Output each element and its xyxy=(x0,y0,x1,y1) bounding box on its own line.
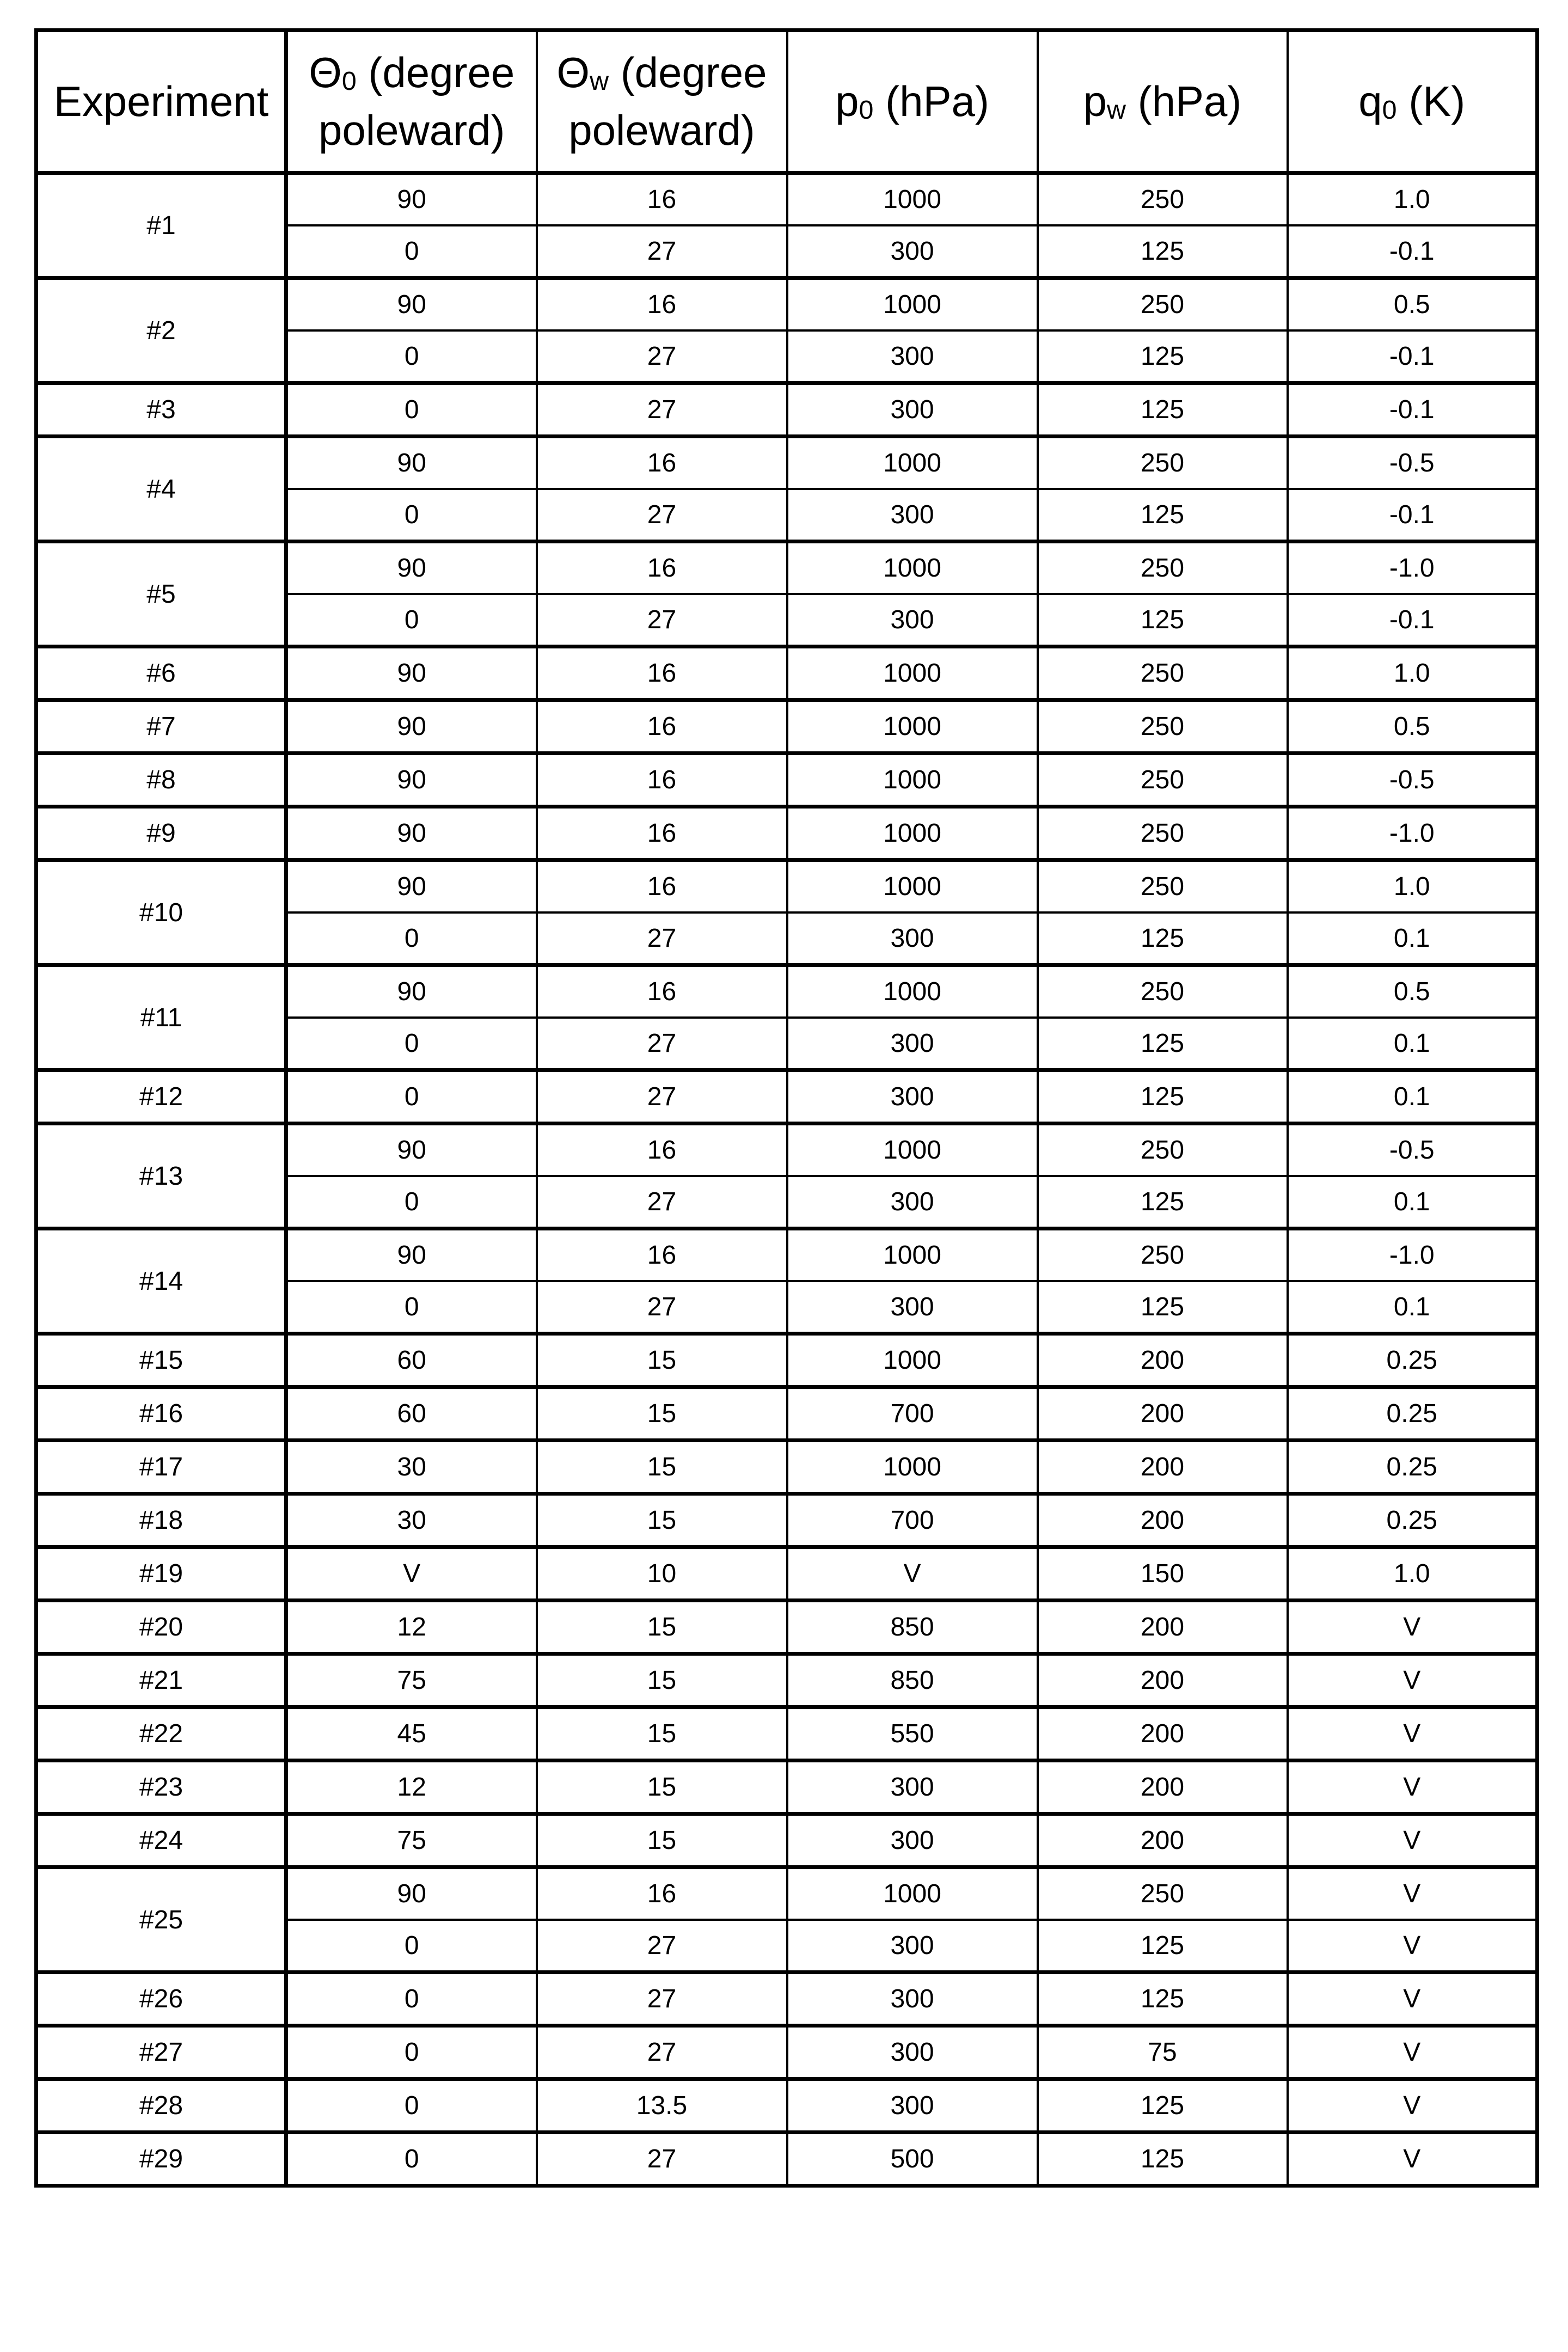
q0-cell: 0.5 xyxy=(1288,965,1538,1018)
p0-cell: 1000 xyxy=(787,754,1038,807)
thetaw-cell: 27 xyxy=(537,912,787,965)
q0-cell: V xyxy=(1288,1761,1538,1814)
pw-cell: 125 xyxy=(1038,594,1288,647)
theta0-cell: 0 xyxy=(286,1176,537,1229)
theta0-cell: 0 xyxy=(286,1973,537,2026)
table-row xyxy=(36,1601,1538,1654)
theta0-cell: 90 xyxy=(286,860,537,913)
theta0-cell: 90 xyxy=(286,1867,537,1920)
header-thetaw-symbol: Θ xyxy=(556,48,590,97)
q0-cell: 0.25 xyxy=(1288,1334,1538,1387)
experiment-id-cell: #3 xyxy=(36,383,286,437)
experiment-id-cell: #8 xyxy=(36,754,286,807)
experiment-id-cell: #27 xyxy=(36,2026,286,2079)
table-row xyxy=(36,1441,1538,1494)
pw-cell: 200 xyxy=(1038,1387,1288,1441)
q0-cell: -1.0 xyxy=(1288,542,1538,595)
theta0-cell: 0 xyxy=(286,330,537,383)
q0-cell: 0.1 xyxy=(1288,1176,1538,1229)
theta0-cell: 90 xyxy=(286,647,537,700)
q0-cell: V xyxy=(1288,1973,1538,2026)
pw-cell: 125 xyxy=(1038,2133,1288,2186)
p0-cell: 1000 xyxy=(787,437,1038,489)
thetaw-cell: 13.5 xyxy=(537,2079,787,2133)
p0-cell: 300 xyxy=(787,594,1038,647)
p0-cell: 300 xyxy=(787,489,1038,542)
q0-cell: 1.0 xyxy=(1288,1547,1538,1601)
theta0-cell: 75 xyxy=(286,1654,537,1707)
table-row xyxy=(36,1973,1538,2026)
experiment-id-cell: #2 xyxy=(36,278,286,383)
p0-cell: 1000 xyxy=(787,1334,1038,1387)
header-thetaw-subscript: w xyxy=(590,66,609,96)
experiment-id-cell: #23 xyxy=(36,1761,286,1814)
thetaw-cell: 27 xyxy=(537,2026,787,2079)
thetaw-cell: 15 xyxy=(537,1601,787,1654)
table-row xyxy=(36,2026,1538,2079)
pw-cell: 250 xyxy=(1038,173,1288,226)
header-experiment xyxy=(36,30,286,173)
theta0-cell: 0 xyxy=(286,1018,537,1070)
thetaw-cell: 15 xyxy=(537,1814,787,1867)
q0-cell: V xyxy=(1288,2133,1538,2186)
pw-cell: 125 xyxy=(1038,2079,1288,2133)
theta0-cell: 60 xyxy=(286,1334,537,1387)
thetaw-cell: 27 xyxy=(537,1973,787,2026)
p0-cell: 1000 xyxy=(787,1867,1038,1920)
theta0-cell: 90 xyxy=(286,965,537,1018)
p0-cell: 300 xyxy=(787,1973,1038,2026)
header-q0 xyxy=(1288,30,1538,173)
header-theta0-subscript: 0 xyxy=(341,66,357,96)
theta0-cell: 90 xyxy=(286,807,537,860)
header-theta0 xyxy=(286,30,537,173)
pw-cell: 200 xyxy=(1038,1494,1288,1547)
q0-cell: 0.5 xyxy=(1288,700,1538,754)
theta0-cell: 0 xyxy=(286,2026,537,2079)
thetaw-cell: 27 xyxy=(537,225,787,278)
p0-cell: 550 xyxy=(787,1707,1038,1761)
pw-cell: 250 xyxy=(1038,807,1288,860)
thetaw-cell: 27 xyxy=(537,1281,787,1334)
q0-cell: 0.25 xyxy=(1288,1441,1538,1494)
theta0-cell: 90 xyxy=(286,1229,537,1282)
experiment-id-cell: #20 xyxy=(36,1601,286,1654)
q0-cell: V xyxy=(1288,2079,1538,2133)
table-row xyxy=(36,754,1538,807)
thetaw-cell: 27 xyxy=(537,594,787,647)
table-row xyxy=(36,1229,1538,1282)
thetaw-cell: 15 xyxy=(537,1494,787,1547)
experiment-id-cell: #19 xyxy=(36,1547,286,1601)
thetaw-cell: 15 xyxy=(537,1707,787,1761)
pw-cell: 125 xyxy=(1038,1920,1288,1973)
p0-cell: 300 xyxy=(787,2079,1038,2133)
p0-cell: 300 xyxy=(787,2026,1038,2079)
experiment-id-cell: #28 xyxy=(36,2079,286,2133)
thetaw-cell: 16 xyxy=(537,647,787,700)
pw-cell: 250 xyxy=(1038,965,1288,1018)
table-row xyxy=(36,700,1538,754)
experiment-id-cell: #17 xyxy=(36,1441,286,1494)
pw-cell: 250 xyxy=(1038,754,1288,807)
experiment-id-cell: #24 xyxy=(36,1814,286,1867)
thetaw-cell: 16 xyxy=(537,754,787,807)
experiment-id-cell: #21 xyxy=(36,1654,286,1707)
theta0-cell: 90 xyxy=(286,1124,537,1177)
table-row xyxy=(36,437,1538,489)
table-row xyxy=(36,1761,1538,1814)
q0-cell: V xyxy=(1288,2026,1538,2079)
thetaw-cell: 10 xyxy=(537,1547,787,1601)
p0-cell: 1000 xyxy=(787,700,1038,754)
p0-cell: 500 xyxy=(787,2133,1038,2186)
theta0-cell: 0 xyxy=(286,1920,537,1973)
thetaw-cell: 16 xyxy=(537,700,787,754)
experiment-id-cell: #11 xyxy=(36,965,286,1070)
p0-cell: 850 xyxy=(787,1654,1038,1707)
theta0-cell: 0 xyxy=(286,1070,537,1124)
q0-cell: V xyxy=(1288,1654,1538,1707)
experiment-id-cell: #6 xyxy=(36,647,286,700)
theta0-cell: 0 xyxy=(286,912,537,965)
header-thetaw xyxy=(537,30,787,173)
p0-cell: 300 xyxy=(787,1281,1038,1334)
p0-cell: 300 xyxy=(787,1018,1038,1070)
header-theta0-unit: (degree poleward) xyxy=(318,48,515,154)
thetaw-cell: 16 xyxy=(537,542,787,595)
thetaw-cell: 16 xyxy=(537,1229,787,1282)
experiment-id-cell: #5 xyxy=(36,542,286,647)
theta0-cell: 0 xyxy=(286,225,537,278)
q0-cell: 0.5 xyxy=(1288,278,1538,331)
thetaw-cell: 27 xyxy=(537,383,787,437)
q0-cell: 0.25 xyxy=(1288,1387,1538,1441)
q0-cell: 0.1 xyxy=(1288,1281,1538,1334)
q0-cell: V xyxy=(1288,1601,1538,1654)
pw-cell: 125 xyxy=(1038,1973,1288,2026)
table-row xyxy=(36,1124,1538,1177)
p0-cell: 300 xyxy=(787,1814,1038,1867)
theta0-cell: 75 xyxy=(286,1814,537,1867)
p0-cell: 850 xyxy=(787,1601,1038,1654)
theta0-cell: 60 xyxy=(286,1387,537,1441)
pw-cell: 200 xyxy=(1038,1334,1288,1387)
p0-cell: 700 xyxy=(787,1387,1038,1441)
experiment-id-cell: #1 xyxy=(36,173,286,278)
table-row xyxy=(36,1867,1538,1920)
table-row xyxy=(36,2079,1538,2133)
p0-cell: 1000 xyxy=(787,807,1038,860)
thetaw-cell: 15 xyxy=(537,1654,787,1707)
header-q0-unit: (K) xyxy=(1396,77,1466,125)
experiment-id-cell: #12 xyxy=(36,1070,286,1124)
table-row xyxy=(36,1070,1538,1124)
p0-cell: 1000 xyxy=(787,1441,1038,1494)
thetaw-cell: 15 xyxy=(537,1334,787,1387)
pw-cell: 200 xyxy=(1038,1601,1288,1654)
table-header xyxy=(36,30,1538,173)
header-row xyxy=(36,30,1538,173)
table-row xyxy=(36,2133,1538,2186)
pw-cell: 125 xyxy=(1038,383,1288,437)
p0-cell: 300 xyxy=(787,330,1038,383)
pw-cell: 125 xyxy=(1038,225,1288,278)
header-p0-unit: (hPa) xyxy=(873,77,989,125)
experiment-id-cell: #22 xyxy=(36,1707,286,1761)
q0-cell: -0.1 xyxy=(1288,383,1538,437)
experiment-id-cell: #18 xyxy=(36,1494,286,1547)
theta0-cell: 90 xyxy=(286,754,537,807)
q0-cell: 1.0 xyxy=(1288,173,1538,226)
q0-cell: 0.1 xyxy=(1288,912,1538,965)
p0-cell: 1000 xyxy=(787,1229,1038,1282)
p0-cell: 300 xyxy=(787,912,1038,965)
pw-cell: 125 xyxy=(1038,1070,1288,1124)
table-row xyxy=(36,542,1538,595)
pw-cell: 125 xyxy=(1038,912,1288,965)
pw-cell: 250 xyxy=(1038,700,1288,754)
theta0-cell: 0 xyxy=(286,2079,537,2133)
pw-cell: 250 xyxy=(1038,437,1288,489)
p0-cell: 1000 xyxy=(787,278,1038,331)
q0-cell: -0.5 xyxy=(1288,1124,1538,1177)
q0-cell: -1.0 xyxy=(1288,807,1538,860)
pw-cell: 200 xyxy=(1038,1654,1288,1707)
table-row xyxy=(36,807,1538,860)
pw-cell: 250 xyxy=(1038,860,1288,913)
p0-cell: 1000 xyxy=(787,542,1038,595)
q0-cell: -0.5 xyxy=(1288,754,1538,807)
theta0-cell: V xyxy=(286,1547,537,1601)
q0-cell: -0.5 xyxy=(1288,437,1538,489)
q0-cell: 1.0 xyxy=(1288,860,1538,913)
header-experiment-label: Experiment xyxy=(53,77,269,125)
table-row xyxy=(36,1814,1538,1867)
thetaw-cell: 15 xyxy=(537,1387,787,1441)
table-row xyxy=(36,1334,1538,1387)
theta0-cell: 0 xyxy=(286,1281,537,1334)
header-q0-symbol: q xyxy=(1358,77,1382,125)
thetaw-cell: 16 xyxy=(537,807,787,860)
thetaw-cell: 27 xyxy=(537,330,787,383)
pw-cell: 200 xyxy=(1038,1761,1288,1814)
pw-cell: 250 xyxy=(1038,647,1288,700)
table-row xyxy=(36,965,1538,1018)
pw-cell: 250 xyxy=(1038,1124,1288,1177)
pw-cell: 125 xyxy=(1038,1018,1288,1070)
header-pw-subscript: w xyxy=(1107,95,1126,125)
p0-cell: 300 xyxy=(787,1070,1038,1124)
header-theta0-symbol: Θ xyxy=(309,48,342,97)
q0-cell: V xyxy=(1288,1814,1538,1867)
p0-cell: V xyxy=(787,1547,1038,1601)
table-row xyxy=(36,1654,1538,1707)
q0-cell: 0.25 xyxy=(1288,1494,1538,1547)
theta0-cell: 30 xyxy=(286,1441,537,1494)
table-row xyxy=(36,1547,1538,1601)
experiment-id-cell: #15 xyxy=(36,1334,286,1387)
experiment-id-cell: #26 xyxy=(36,1973,286,2026)
table-row xyxy=(36,860,1538,913)
experiment-id-cell: #16 xyxy=(36,1387,286,1441)
pw-cell: 200 xyxy=(1038,1814,1288,1867)
pw-cell: 125 xyxy=(1038,1281,1288,1334)
p0-cell: 300 xyxy=(787,225,1038,278)
q0-cell: -0.1 xyxy=(1288,594,1538,647)
theta0-cell: 0 xyxy=(286,2133,537,2186)
thetaw-cell: 27 xyxy=(537,489,787,542)
experiment-id-cell: #7 xyxy=(36,700,286,754)
experiment-id-cell: #13 xyxy=(36,1124,286,1229)
theta0-cell: 45 xyxy=(286,1707,537,1761)
thetaw-cell: 27 xyxy=(537,1070,787,1124)
p0-cell: 1000 xyxy=(787,647,1038,700)
q0-cell: 1.0 xyxy=(1288,647,1538,700)
thetaw-cell: 16 xyxy=(537,1867,787,1920)
table-body xyxy=(36,173,1538,2186)
thetaw-cell: 15 xyxy=(537,1441,787,1494)
thetaw-cell: 15 xyxy=(537,1761,787,1814)
header-pw-unit: (hPa) xyxy=(1125,77,1242,125)
q0-cell: -0.1 xyxy=(1288,489,1538,542)
theta0-cell: 90 xyxy=(286,278,537,331)
p0-cell: 1000 xyxy=(787,965,1038,1018)
p0-cell: 700 xyxy=(787,1494,1038,1547)
theta0-cell: 90 xyxy=(286,437,537,489)
pw-cell: 75 xyxy=(1038,2026,1288,2079)
thetaw-cell: 27 xyxy=(537,1920,787,1973)
table-row xyxy=(36,173,1538,226)
table-row xyxy=(36,278,1538,331)
thetaw-cell: 27 xyxy=(537,2133,787,2186)
header-q0-subscript: 0 xyxy=(1382,95,1397,125)
table-row xyxy=(36,1707,1538,1761)
theta0-cell: 90 xyxy=(286,542,537,595)
header-p0-subscript: 0 xyxy=(859,95,874,125)
theta0-cell: 0 xyxy=(286,489,537,542)
header-p0 xyxy=(787,30,1038,173)
pw-cell: 200 xyxy=(1038,1441,1288,1494)
table-row xyxy=(36,647,1538,700)
header-pw-symbol: p xyxy=(1083,77,1107,125)
pw-cell: 125 xyxy=(1038,330,1288,383)
theta0-cell: 0 xyxy=(286,594,537,647)
thetaw-cell: 16 xyxy=(537,437,787,489)
p0-cell: 1000 xyxy=(787,1124,1038,1177)
q0-cell: -0.1 xyxy=(1288,330,1538,383)
experiment-id-cell: #9 xyxy=(36,807,286,860)
header-pw xyxy=(1038,30,1288,173)
thetaw-cell: 16 xyxy=(537,278,787,331)
q0-cell: V xyxy=(1288,1707,1538,1761)
theta0-cell: 90 xyxy=(286,173,537,226)
thetaw-cell: 16 xyxy=(537,173,787,226)
table-row xyxy=(36,1387,1538,1441)
experiment-table xyxy=(34,28,1539,2188)
thetaw-cell: 16 xyxy=(537,860,787,913)
thetaw-cell: 27 xyxy=(537,1018,787,1070)
pw-cell: 150 xyxy=(1038,1547,1288,1601)
p0-cell: 300 xyxy=(787,1176,1038,1229)
q0-cell: -0.1 xyxy=(1288,225,1538,278)
pw-cell: 250 xyxy=(1038,278,1288,331)
pw-cell: 125 xyxy=(1038,1176,1288,1229)
experiment-id-cell: #14 xyxy=(36,1229,286,1334)
thetaw-cell: 16 xyxy=(537,965,787,1018)
pw-cell: 125 xyxy=(1038,489,1288,542)
thetaw-cell: 16 xyxy=(537,1124,787,1177)
experiment-id-cell: #25 xyxy=(36,1867,286,1973)
q0-cell: -1.0 xyxy=(1288,1229,1538,1282)
theta0-cell: 0 xyxy=(286,383,537,437)
table-row xyxy=(36,1494,1538,1547)
p0-cell: 1000 xyxy=(787,173,1038,226)
experiment-id-cell: #10 xyxy=(36,860,286,965)
theta0-cell: 12 xyxy=(286,1761,537,1814)
p0-cell: 300 xyxy=(787,1920,1038,1973)
p0-cell: 300 xyxy=(787,1761,1038,1814)
p0-cell: 1000 xyxy=(787,860,1038,913)
theta0-cell: 12 xyxy=(286,1601,537,1654)
header-p0-symbol: p xyxy=(835,77,859,125)
header-thetaw-unit: (degree poleward) xyxy=(568,48,767,154)
pw-cell: 250 xyxy=(1038,542,1288,595)
thetaw-cell: 27 xyxy=(537,1176,787,1229)
q0-cell: V xyxy=(1288,1867,1538,1920)
p0-cell: 300 xyxy=(787,383,1038,437)
q0-cell: V xyxy=(1288,1920,1538,1973)
q0-cell: 0.1 xyxy=(1288,1070,1538,1124)
theta0-cell: 90 xyxy=(286,700,537,754)
pw-cell: 250 xyxy=(1038,1229,1288,1282)
theta0-cell: 30 xyxy=(286,1494,537,1547)
pw-cell: 250 xyxy=(1038,1867,1288,1920)
experiment-id-cell: #4 xyxy=(36,437,286,542)
pw-cell: 200 xyxy=(1038,1707,1288,1761)
experiment-id-cell: #29 xyxy=(36,2133,286,2186)
q0-cell: 0.1 xyxy=(1288,1018,1538,1070)
table-row xyxy=(36,383,1538,437)
